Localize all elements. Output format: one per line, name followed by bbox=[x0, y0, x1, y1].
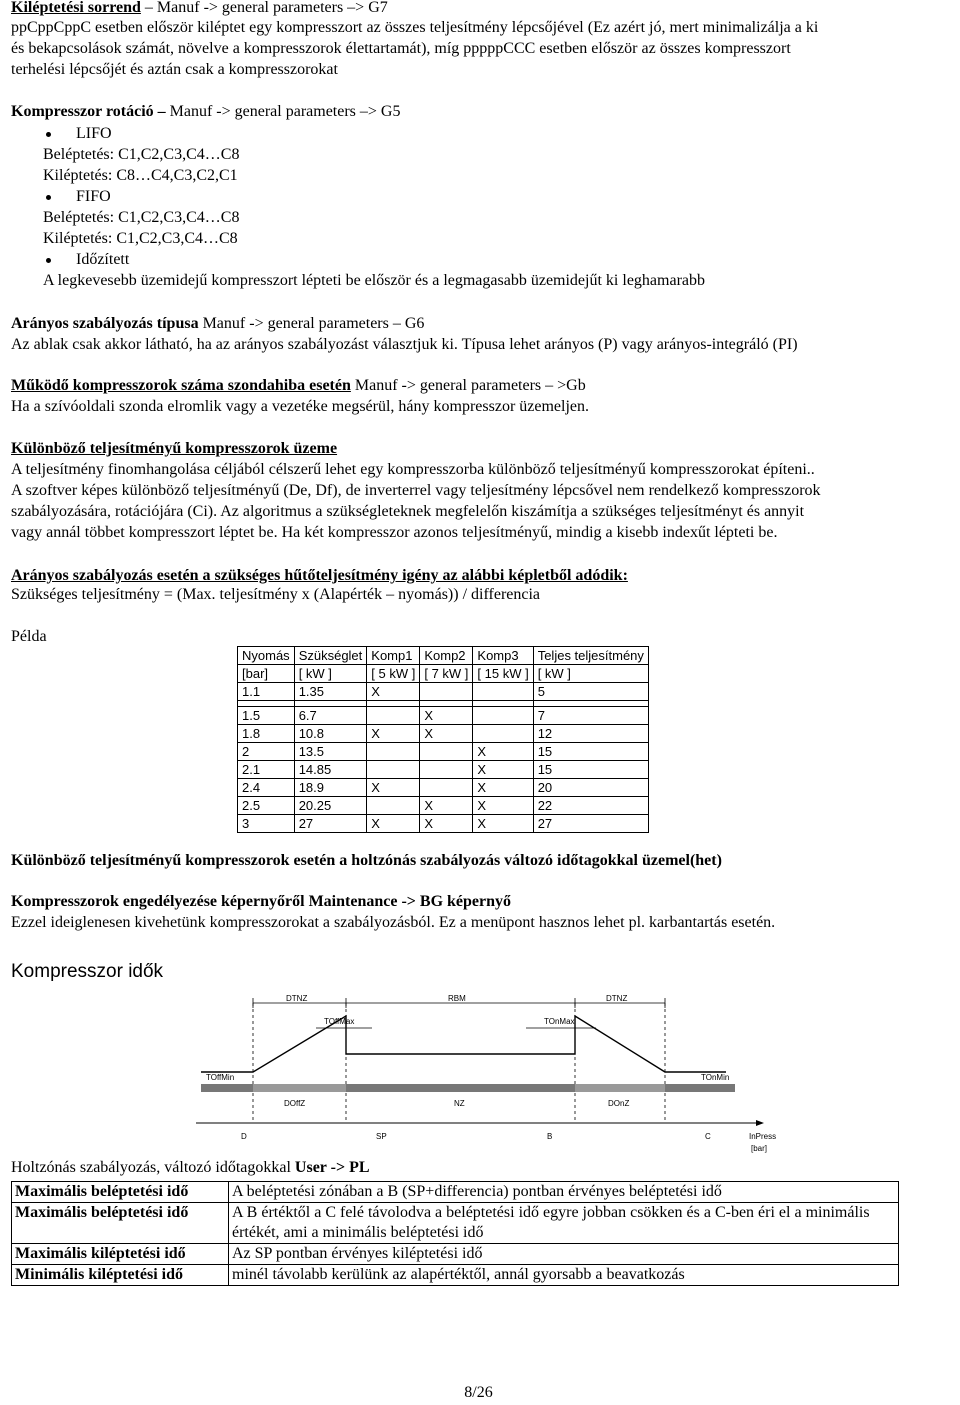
bullet-item: Időzített bbox=[11, 250, 129, 270]
table-cell: Nyomás bbox=[238, 647, 295, 665]
doffz-bar bbox=[253, 1084, 346, 1092]
axis-title: InPress bbox=[749, 1132, 776, 1141]
table-cell: 1.35 bbox=[294, 683, 367, 701]
tonmax-label: TOnMax bbox=[544, 1017, 575, 1026]
table-cell: X bbox=[367, 725, 420, 743]
paragraph-line: A szoftver képes különböző teljesítményű (De, Df), de inverterrel vagy teljesítmény lépcsővel nem rendelkező kompresszorok bbox=[11, 482, 821, 499]
table-cell bbox=[367, 743, 420, 761]
definitions-table-body bbox=[12, 1182, 899, 1286]
exit-order-heading: Kiléptetési sorrend – Manuf -> general parameters –> G7 bbox=[11, 0, 388, 16]
bullet-item: LIFO bbox=[11, 124, 112, 144]
table-cell bbox=[473, 725, 533, 743]
point-c-label: C bbox=[705, 1132, 711, 1141]
table-cell: 14.85 bbox=[294, 761, 367, 779]
definition-text: A B értéktől a C felé távolodva a beléptetési idő egyre jobban csökken és a C-ben éri el a minimális értékét, ami a minimális beléptetési idő bbox=[229, 1203, 899, 1244]
table-cell: 2.1 bbox=[238, 761, 295, 779]
rotation-heading: Kompresszor rotáció – Manuf -> general parameters –> G5 bbox=[11, 103, 401, 120]
bullet-item: FIFO bbox=[11, 187, 111, 207]
table-cell: [ kW ] bbox=[294, 665, 367, 683]
table-cell: 20.25 bbox=[294, 797, 367, 815]
table-cell: X bbox=[473, 743, 533, 761]
table-row bbox=[238, 707, 649, 725]
point-d-label: D bbox=[241, 1132, 247, 1141]
table-cell: 12 bbox=[533, 725, 648, 743]
table-cell bbox=[367, 707, 420, 725]
table-cell: 1.1 bbox=[238, 683, 295, 701]
table-cell bbox=[367, 761, 420, 779]
table-cell: X bbox=[473, 779, 533, 797]
table-cell: 15 bbox=[533, 761, 648, 779]
table-cell: 10.8 bbox=[294, 725, 367, 743]
definition-row bbox=[12, 1182, 899, 1203]
list-detail: A legkevesebb üzemidejű kompresszort lépteti be először és a legmagasabb üzemidejűt ki leghamarabb bbox=[43, 272, 705, 289]
dtnz-label: DTNZ bbox=[286, 994, 308, 1003]
table-cell: Szükséglet bbox=[294, 647, 367, 665]
table-cell: [ 15 kW ] bbox=[473, 665, 533, 683]
rbm-label: RBM bbox=[448, 994, 466, 1003]
table-cell: [ 7 kW ] bbox=[420, 665, 473, 683]
table-cell: Komp3 bbox=[473, 647, 533, 665]
table-cell bbox=[420, 761, 473, 779]
list-detail: Kiléptetés: C8…C4,C3,C2,C1 bbox=[43, 167, 238, 184]
table-cell: X bbox=[420, 707, 473, 725]
donz-label: DOnZ bbox=[608, 1099, 630, 1108]
point-b-label: B bbox=[547, 1132, 553, 1141]
table-cell: [bar] bbox=[238, 665, 295, 683]
table-row bbox=[238, 797, 649, 815]
definitions-table bbox=[11, 1181, 899, 1286]
page-number: 8/26 bbox=[464, 1384, 493, 1401]
table-cell: 27 bbox=[294, 815, 367, 833]
definition-term: Maximális kiléptetési idő bbox=[12, 1244, 229, 1265]
nz-label: NZ bbox=[454, 1099, 465, 1108]
table-cell: X bbox=[420, 815, 473, 833]
tonmin-label: TOnMin bbox=[701, 1073, 730, 1082]
table-cell: 15 bbox=[533, 743, 648, 761]
paragraph-line: terhelési lépcsőjét és aztán csak a kompresszorokat bbox=[11, 61, 338, 78]
table-cell: 20 bbox=[533, 779, 648, 797]
donz-bar bbox=[575, 1084, 665, 1092]
table-cell bbox=[473, 683, 533, 701]
bullet-icon bbox=[46, 132, 51, 137]
toffmin-bar bbox=[201, 1084, 253, 1092]
table-cell: X bbox=[420, 725, 473, 743]
time-curve bbox=[201, 1016, 726, 1072]
table-cell bbox=[420, 779, 473, 797]
axis-arrow-icon bbox=[756, 1120, 764, 1126]
paragraph-line: Az ablak csak akkor látható, ha az arányos szabályozást választjuk ki. Típusa lehet arányos (P) vagy arányos-integráló (PI) bbox=[11, 336, 798, 353]
different-heading: Különböző teljesítményű kompresszorok üzeme bbox=[11, 440, 338, 457]
paragraph-line: szabályozására, rotációjára (Ci). Az algoritmus a szükségleteknek megfelelőn kiszámítja a szükséges teljesítményt és annyit bbox=[11, 503, 805, 520]
table-cell: X bbox=[367, 683, 420, 701]
paragraph-line: és bekapcsolások számát, növelve a kompresszorok élettartamát), míg pppppCCC esetben először az összes kompresszort bbox=[11, 40, 791, 57]
formula-text: Szükséges teljesítmény = (Max. teljesítmény x (Alapérték – nyomás)) / differencia bbox=[11, 586, 541, 603]
doffz-label: DOffZ bbox=[284, 1099, 306, 1108]
table-row bbox=[238, 761, 649, 779]
times-heading: Kompresszor idők bbox=[11, 961, 164, 982]
definition-row bbox=[12, 1203, 899, 1244]
table-cell: X bbox=[367, 815, 420, 833]
table-row bbox=[238, 743, 649, 761]
nz-bar bbox=[346, 1084, 575, 1092]
definition-row bbox=[12, 1244, 899, 1265]
working-heading: Működő kompresszorok száma szondahiba esetén Manuf -> general parameters – >Gb bbox=[11, 377, 586, 394]
table-cell: 18.9 bbox=[294, 779, 367, 797]
enable-heading: Kompresszorok engedélyezése képernyőről Maintenance -> BG képernyő bbox=[11, 893, 512, 910]
bullet-icon bbox=[46, 195, 51, 200]
definition-text: minél távolabb kerülünk az alapértéktől, annál gyorsabb a beavatkozás bbox=[229, 1265, 899, 1286]
table-cell: [ 5 kW ] bbox=[367, 665, 420, 683]
table-cell: X bbox=[473, 815, 533, 833]
definition-term: Maximális beléptetési idő bbox=[12, 1182, 229, 1203]
example-table bbox=[237, 646, 649, 833]
table-cell: 2 bbox=[238, 743, 295, 761]
table-row bbox=[238, 683, 649, 701]
neutral-zone-note: Különböző teljesítményű kompresszorok esetén a holtzónás szabályozás változó időtagokkal üzemel(het) bbox=[11, 852, 722, 869]
table-cell bbox=[420, 743, 473, 761]
table-cell: Komp2 bbox=[420, 647, 473, 665]
paragraph-line: vagy annál többet kompresszort léptet be. Ha két kompresszor azonos teljesítményű, mindig a kisebb indexűt lépteti be. bbox=[11, 524, 778, 541]
paragraph-line: A teljesítmény finomhangolása céljából célszerű lehet egy kompresszorba különböző teljesítményű kompresszorokat építeni.. bbox=[11, 461, 815, 478]
table-cell: 2.4 bbox=[238, 779, 295, 797]
table-cell: X bbox=[473, 797, 533, 815]
table-cell: 27 bbox=[533, 815, 648, 833]
definition-term: Minimális kiléptetési idő bbox=[12, 1265, 229, 1286]
table-cell: [ kW ] bbox=[533, 665, 648, 683]
table-cell: 5 bbox=[533, 683, 648, 701]
dtnz-label: DTNZ bbox=[606, 994, 628, 1003]
bullet-icon bbox=[46, 258, 51, 263]
definition-text: Az SP pontban érvényes kiléptetési idő bbox=[229, 1244, 899, 1265]
example-table-body bbox=[238, 647, 649, 833]
paragraph-line: Ha a szívóoldali szonda elromlik vagy a vezetéke megsérül, hány kompresszor üzemeljen. bbox=[11, 398, 590, 415]
table-cell bbox=[367, 797, 420, 815]
table-cell: Teljes teljesítmény bbox=[533, 647, 648, 665]
paragraph-line: Ezzel ideiglenesen kivehetünk kompresszorokat a szabályozásból. Ez a menüpont hasznos lehet pl. karbantartás esetén. bbox=[11, 914, 776, 931]
definition-text: A beléptetési zónában a B (SP+differencia) pontban érvényes beléptetési idő bbox=[229, 1182, 899, 1203]
example-label: Példa bbox=[11, 628, 47, 645]
list-detail: Beléptetés: C1,C2,C3,C4…C8 bbox=[43, 146, 240, 163]
table-row bbox=[238, 665, 649, 683]
table-cell: 3 bbox=[238, 815, 295, 833]
axis-unit: [bar] bbox=[751, 1144, 768, 1153]
table-cell: 13.5 bbox=[294, 743, 367, 761]
diagram-caption: Holtzónás szabályozás, változó időtagokkal User -> PL bbox=[11, 1159, 370, 1176]
formula-heading: Arányos szabályozás esetén a szükséges hűtőteljesítmény igény az alábbi képletből adódik: bbox=[11, 567, 628, 584]
list-detail: Beléptetés: C1,C2,C3,C4…C8 bbox=[43, 209, 240, 226]
table-cell: 1.5 bbox=[238, 707, 295, 725]
table-cell: Komp1 bbox=[367, 647, 420, 665]
paragraph-line: ppCppCppC esetben először kiléptet egy kompresszort az összes teljesítmény lépcsőjével (Ez azért jó, mert minimalizálja a ki bbox=[11, 19, 819, 36]
table-cell: X bbox=[420, 797, 473, 815]
table-cell bbox=[420, 683, 473, 701]
table-cell: X bbox=[367, 779, 420, 797]
table-row bbox=[238, 725, 649, 743]
table-cell: 6.7 bbox=[294, 707, 367, 725]
neutral-zone-diagram bbox=[196, 994, 776, 1160]
toffmax-label: TOffMax bbox=[324, 1017, 355, 1026]
table-row bbox=[238, 779, 649, 797]
point-sp-label: SP bbox=[376, 1132, 387, 1141]
table-row bbox=[238, 815, 649, 833]
table-cell bbox=[473, 707, 533, 725]
tonmin-bar bbox=[665, 1084, 735, 1092]
definition-row bbox=[12, 1265, 899, 1286]
list-detail: Kiléptetés: C1,C2,C3,C4…C8 bbox=[43, 230, 238, 247]
proportional-heading: Arányos szabályozás típusa Manuf -> general parameters – G6 bbox=[11, 315, 425, 332]
toffmin-label: TOffMin bbox=[206, 1073, 235, 1082]
table-cell: X bbox=[473, 761, 533, 779]
table-cell: 2.5 bbox=[238, 797, 295, 815]
table-cell: 22 bbox=[533, 797, 648, 815]
definition-term: Maximális beléptetési idő bbox=[12, 1203, 229, 1244]
table-cell: 7 bbox=[533, 707, 648, 725]
table-cell: 1.8 bbox=[238, 725, 295, 743]
table-row bbox=[238, 647, 649, 665]
